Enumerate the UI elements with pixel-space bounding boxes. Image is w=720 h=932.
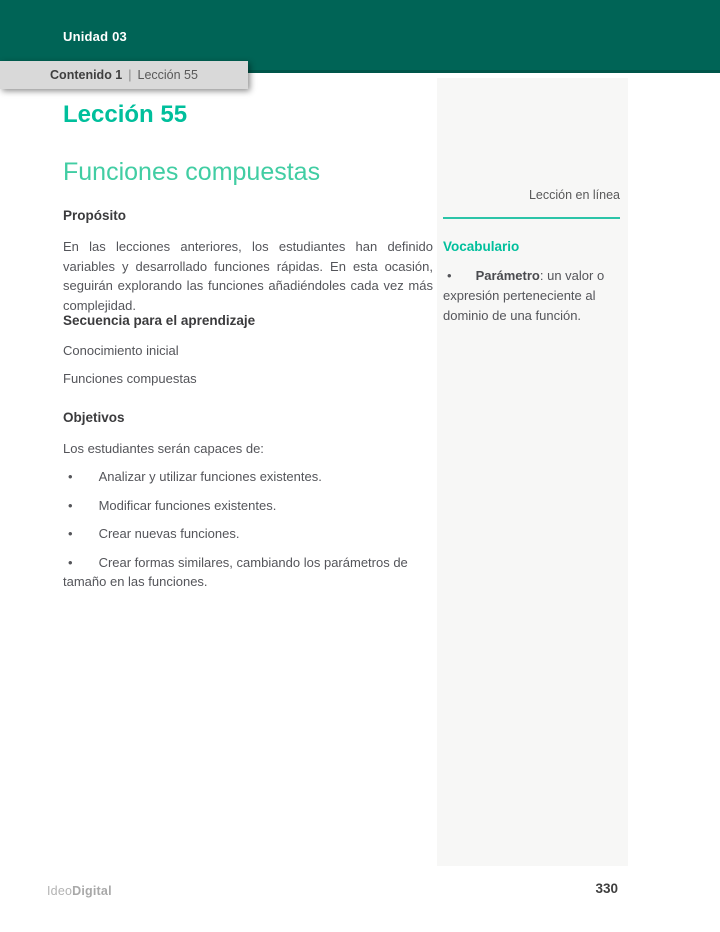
objective-item — [63, 496, 433, 516]
brand-logo — [47, 884, 112, 898]
brand-bold: Digital — [72, 884, 112, 898]
sidebar-panel — [437, 78, 628, 866]
bullet-glyph: • — [68, 526, 73, 541]
bullet-glyph: • — [68, 497, 73, 513]
lesson-title: Funciones compuestas — [63, 158, 321, 186]
secuencia-heading: Secuencia para el aprendizaje — [63, 313, 256, 328]
bullet-glyph: • — [447, 268, 452, 283]
vocab-item — [443, 266, 617, 326]
main-content — [63, 0, 433, 932]
breadcrumb-lesson: Lección 55 — [137, 68, 198, 82]
unit-label: Unidad 03 — [63, 29, 127, 44]
secuencia-item: Conocimiento inicial — [63, 343, 179, 358]
objetivos-intro: Los estudiantes serán capaces de: — [63, 441, 264, 456]
vocab-definition: : un valor o expresión perteneciente al dominio de una función. — [443, 268, 605, 323]
objective-text: Modificar funciones existentes. — [98, 497, 277, 513]
objective-text: Crear nuevas funciones. — [98, 526, 240, 541]
objectives-list — [63, 467, 433, 601]
objective-text: Analizar y utilizar funciones existentes. — [98, 469, 322, 484]
page-number: 330 — [595, 881, 618, 896]
proposito-heading: Propósito — [63, 208, 126, 223]
sidebar-divider — [443, 217, 620, 219]
breadcrumb-section: Contenido 1 — [50, 68, 123, 82]
proposito-body: En las lecciones anteriores, los estudiantes han definido variables y desarrollado funciones rápidas. En esta ocasión, seguirán explorando las funciones añadiéndoles cada vez más complejidad. — [63, 239, 433, 313]
objective-item — [63, 467, 433, 487]
objective-item — [63, 553, 433, 592]
brand-regular: Ideo — [47, 884, 73, 898]
vocabulario-heading: Vocabulario — [443, 239, 520, 254]
lesson-mode-label: Lección en línea — [528, 188, 620, 202]
secuencia-item: Funciones compuestas — [63, 371, 197, 386]
lesson-number-title: Lección 55 — [63, 101, 188, 128]
breadcrumb-separator: | — [128, 68, 132, 82]
objetivos-heading: Objetivos — [63, 410, 125, 425]
bullet-glyph: • — [68, 554, 73, 570]
objective-text: Crear formas similares, cambiando los parámetros de tamaño en las funciones. — [63, 554, 408, 589]
bullet-glyph: • — [68, 469, 73, 484]
vocab-term: Parámetro — [475, 268, 540, 283]
objective-item — [63, 524, 433, 544]
